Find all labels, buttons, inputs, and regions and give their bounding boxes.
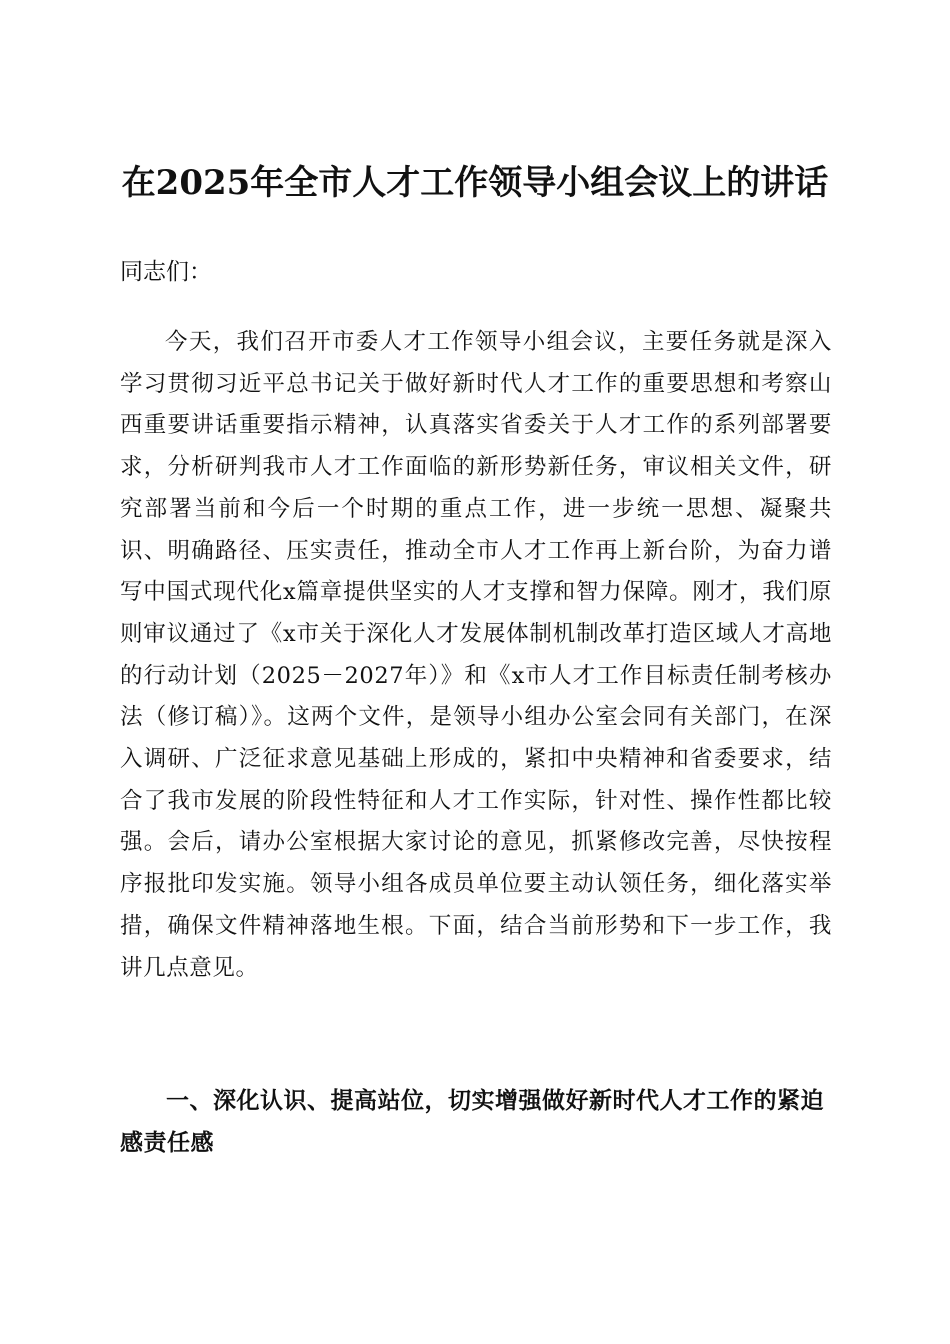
document-title: 在2025年全市人才工作领导小组会议上的讲话 xyxy=(121,162,829,203)
salutation: 同志们： xyxy=(120,259,212,285)
section-heading: 一、深化认识、提高站位，切实增强做好新时代人才工作的紧迫感责任感 xyxy=(120,1088,824,1156)
body-paragraph: 今天，我们召开市委人才工作领导小组会议，主要任务就是深入学习贯彻习近平总书记关于做好新时代人才工作的重要思想和考察山西重要讲话重要指示精神，认真落实省委关于人才工作的系列部署要求，分析研判我市人才工作面临的新形势新任务，审议相关文件，研究部署当前和今后一个时期的重点工作，进一步统一思想、凝聚共识、明确路径、压实责任，推动全市人才工作再上新台阶，为奋力谱写中国式现代化x篇章提供坚实的人才支撑和智力保障。刚才，我们原则审议通过了《x市关于深化人才发展体制机制改革打造区域人才高地的行动计划（2025－2027年）》和《x市人才工作目标责任制考核办法（修订稿）》。这两个文件，是领导小组办公室会同有关部门，在深入调研、广泛征求意见基础上形成的，紧扣中央精神和省委要求，结合了我市发展的阶段性特征和人才工作实际，针对性、操作性都比较强。会后，请办公室根据大家讨论的意见，抓紧修改完善，尽快按程序报批印发实施。领导小组各成员单位要主动认领任务，细化落实举措，确保文件精神落地生根。下面，结合当前形势和下一步工作，我讲几点意见。 xyxy=(120,329,832,981)
